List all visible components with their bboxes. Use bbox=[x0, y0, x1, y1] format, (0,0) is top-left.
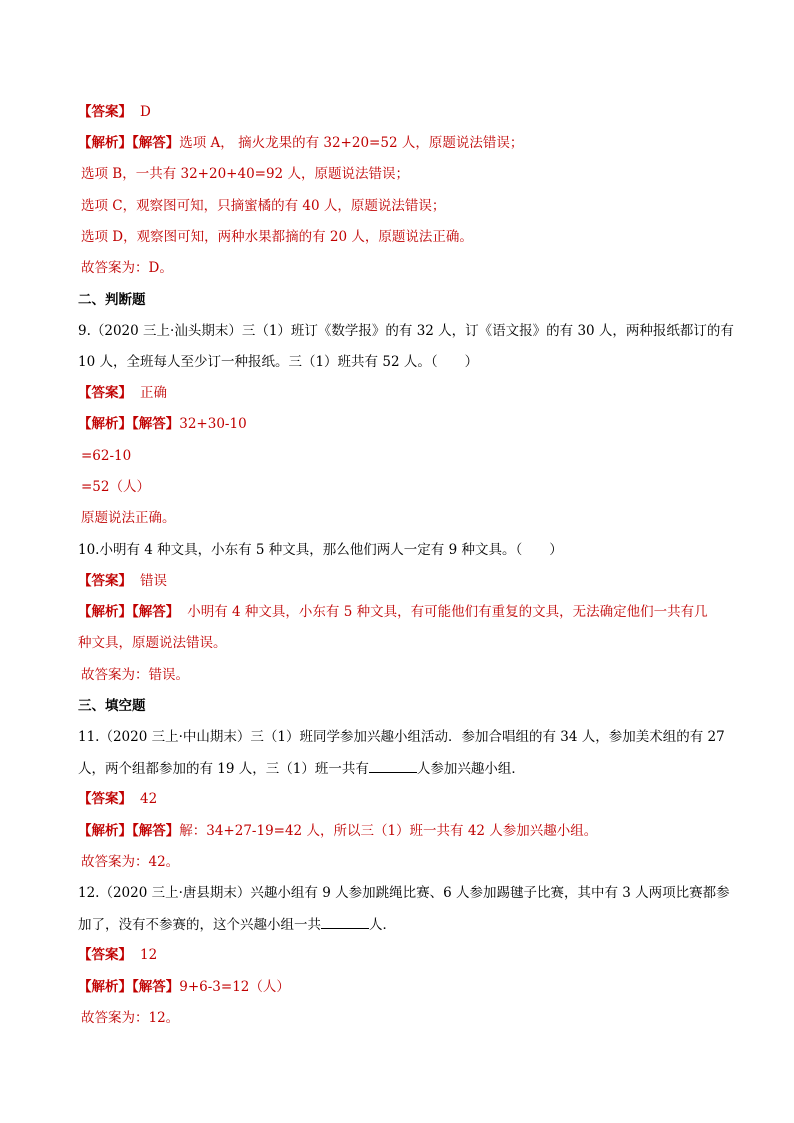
q12-answer-line bbox=[78, 945, 157, 965]
q8-analysis-1: 选项 A， 摘火龙果的有 32+20=52 人，原题说法错误； bbox=[179, 135, 524, 151]
q11-answer-line bbox=[78, 789, 157, 809]
q9-stem-2: 10 人，全班每人至少订一种报纸。三（1）班共有 52 人。（ ） bbox=[78, 354, 479, 370]
q10-stem: 10.小明有 4 种文具，小东有 5 种文具，那么他们两人一定有 9 种文具。（ ） bbox=[78, 542, 563, 558]
q9-answer-line bbox=[78, 383, 167, 403]
q10-analysis-line bbox=[78, 602, 708, 622]
analysis-tag: 【解析】【解答】 bbox=[78, 135, 180, 151]
analysis-tag: 【解析】【解答】 bbox=[78, 416, 180, 432]
q11-analysis-line bbox=[78, 821, 597, 841]
q9-answer: 正确 bbox=[140, 385, 167, 401]
answer-tag: 【答案】 bbox=[78, 791, 132, 807]
q11-answer: 42 bbox=[140, 791, 158, 807]
analysis-tag: 【解析】【解答】 bbox=[78, 823, 180, 839]
q11-stem-2b: 人参加兴趣小组． bbox=[416, 761, 525, 777]
q8-analysis-3: 选项 C，观察图可知，只摘蜜橘的有 40 人，原题说法错误； bbox=[81, 198, 446, 214]
q8-analysis-4: 选项 D，观察图可知，两种水果都摘的有 20 人，原题说法正确。 bbox=[81, 229, 473, 245]
answer-tag: 【答案】 bbox=[78, 385, 132, 401]
q11-stem-2 bbox=[78, 758, 525, 779]
q12-analysis-1: 9+6-3=12（人） bbox=[179, 979, 290, 995]
q10-conclusion: 故答案为：错误。 bbox=[81, 667, 189, 683]
q10-answer: 错误 bbox=[140, 573, 167, 589]
answer-tag: 【答案】 bbox=[78, 947, 132, 963]
q9-analysis-1: 32+30-10 bbox=[179, 416, 247, 432]
q9-stem-1: 9.（2020 三上·汕头期末）三（1）班订《数学报》的有 32 人，订《语文报》的有 30 人，两种报纸都订的有 bbox=[78, 323, 734, 339]
q12-answer-blank[interactable] bbox=[321, 914, 369, 929]
q9-analysis-2: =62-10 bbox=[81, 448, 132, 464]
q9-analysis-3: =52（人） bbox=[81, 479, 150, 495]
q11-answer-blank[interactable] bbox=[369, 758, 417, 773]
q12-stem-1: 12.（2020 三上·唐县期末）兴趣小组有 9 人参加跳绳比赛、6 人参加踢毽子比赛，其中有 3 人两项比赛都参 bbox=[78, 885, 730, 901]
answer-tag: 【答案】 bbox=[78, 573, 132, 589]
section-title-fill-in: 三、填空题 bbox=[78, 698, 146, 714]
q11-conclusion: 故答案为：42。 bbox=[81, 854, 180, 870]
q12-answer: 12 bbox=[140, 947, 158, 963]
answer-tag: 【答案】 bbox=[78, 104, 132, 120]
section-title-judgement: 二、判断题 bbox=[78, 292, 146, 308]
q8-analysis-2: 选项 B，一共有 32+20+40=92 人，原题说法错误； bbox=[81, 166, 409, 182]
analysis-tag: 【解析】【解答】 bbox=[78, 979, 180, 995]
q11-stem-1: 11.（2020 三上·中山期末）三（1）班同学参加兴趣小组活动．参加合唱组的有 34 人，参加美术组的有 27 bbox=[78, 729, 725, 745]
q9-analysis-line bbox=[78, 414, 247, 434]
q12-conclusion: 故答案为：12。 bbox=[81, 1010, 180, 1026]
analysis-tag: 【解析】【解答】 bbox=[78, 604, 180, 620]
q9-conclusion: 原题说法正确。 bbox=[81, 510, 176, 526]
q11-analysis-1: 解：34+27-19=42 人，所以三（1）班一共有 42 人参加兴趣小组。 bbox=[179, 823, 598, 839]
q10-analysis-1: 小明有 4 种文具，小东有 5 种文具，有可能他们有重复的文具，无法确定他们一共有几 bbox=[187, 604, 708, 620]
q12-stem-2b: 人． bbox=[369, 917, 396, 933]
q12-stem-2a: 加了，没有不参赛的，这个兴趣小组一共 bbox=[78, 917, 321, 933]
q12-stem-2 bbox=[78, 914, 396, 935]
q12-analysis-line bbox=[78, 977, 290, 997]
q8-conclusion: 故答案为：D。 bbox=[81, 260, 173, 276]
q8-answer-line bbox=[78, 102, 151, 122]
q11-stem-2a: 人，两个组都参加的有 19 人，三（1）班一共有 bbox=[78, 761, 369, 777]
q10-analysis-2: 种文具，原题说法错误。 bbox=[78, 635, 227, 651]
q8-analysis-line bbox=[78, 133, 523, 153]
q8-answer: D bbox=[140, 104, 151, 120]
q10-answer-line bbox=[78, 571, 167, 591]
